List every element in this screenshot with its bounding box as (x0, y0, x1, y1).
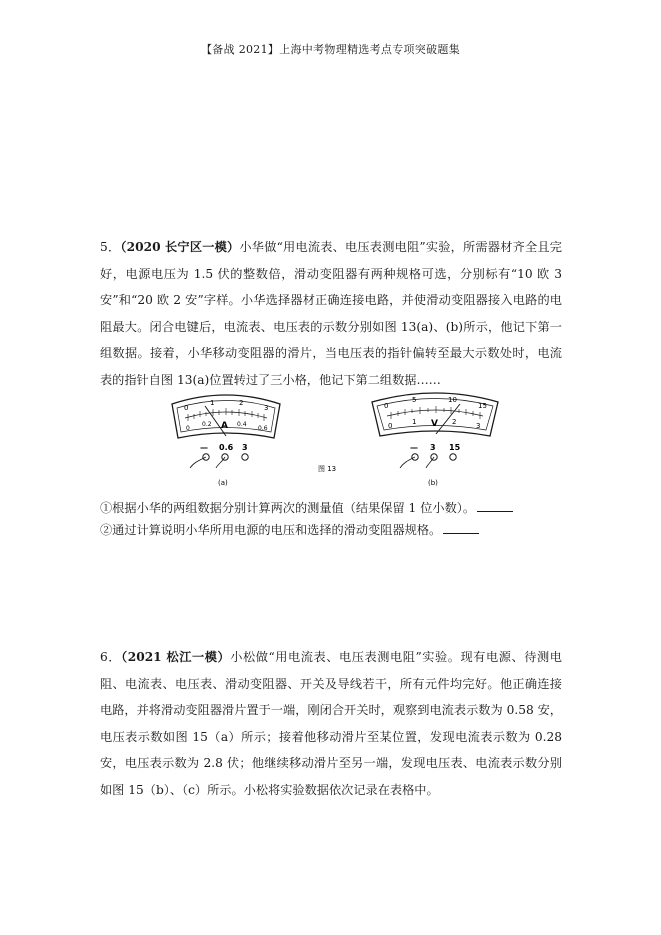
voltmeter-inner-3: 3 (476, 422, 481, 430)
ammeter-terminal-0.6: 0.6 (219, 443, 234, 452)
answer-blank-2[interactable] (443, 521, 479, 534)
ammeter-inner-2: 0.4 (237, 421, 247, 428)
voltmeter-inner-0: 0 (388, 422, 393, 430)
ammeter-inner-0: 0 (186, 425, 190, 432)
ammeter-terminal-3: 3 (242, 443, 248, 452)
ammeter-outer-1: 1 (210, 399, 215, 407)
voltmeter-terminal-3: 3 (430, 443, 436, 452)
ammeter-outer-2: 2 (239, 399, 244, 407)
question-2 (100, 519, 562, 541)
voltmeter-terminal-15: 15 (449, 443, 461, 452)
ammeter-terminals (190, 443, 248, 487)
problem-5-number: 5． (100, 240, 121, 254)
problem-6 (100, 644, 562, 804)
problem-5-questions (100, 497, 562, 541)
voltmeter-outer-5: 5 (412, 396, 417, 404)
question-1-text: ①根据小华的两组数据分别计算两次的测量值（结果保留 1 位小数）。 (100, 501, 476, 515)
problem-5 (100, 234, 562, 394)
page-header: 【备战 2021】上海中考物理精选考点专项突破题集 (201, 43, 460, 56)
problem-5-source: （2020 长宁区一模） (120, 240, 240, 254)
problem-6-source: （2021 松江一模） (121, 650, 231, 664)
ammeter-label: (a) (218, 479, 228, 487)
ammeter-outer-0: 0 (184, 404, 189, 412)
answer-blank-1[interactable] (477, 499, 513, 512)
voltmeter-terminal-neg: — (410, 443, 418, 452)
ammeter-symbol: A (221, 421, 228, 431)
ammeter-inner-3: 0.6 (258, 425, 268, 432)
problem-5-text: 小华做“用电流表、电压表测电阻”实验，所需器材齐全且完好，电源电压为 1.5 伏的整数倍，滑动变阻器有两种规格可选，分别标有“10 欧 3 安”和“20 欧 2 安”字样。小华选择器材正确连接电路，并使滑动变阻器接入电路的电阻最大。闭合电键后，电流表、电压表的示数分别如图 13(a)、(b)所示，他记下第一组数据。接着，小华移动变阻器的滑片，当电压表的指针偏转至最大示数处时，电流表的指针自图 13(a)位置转过了三小格，他记下第二组数据…… (100, 240, 562, 387)
voltmeter-outer-15: 15 (478, 402, 487, 410)
question-1 (100, 497, 562, 519)
meters-diagram (160, 388, 505, 490)
ammeter-inner-1: 0.2 (202, 421, 212, 428)
voltmeter-dial (372, 393, 498, 436)
figure-caption: 图 13 (318, 465, 337, 473)
question-2-text: ②通过计算说明小华所用电源的电压和选择的滑动变阻器规格。 (100, 523, 442, 537)
ammeter-terminal-neg: — (200, 443, 208, 452)
voltmeter-label: (b) (428, 479, 438, 487)
problem-6-number: 6． (100, 650, 122, 664)
ammeter-dial (172, 395, 280, 438)
voltmeter-terminals (400, 443, 461, 487)
voltmeter-inner-2: 2 (452, 418, 457, 426)
voltmeter-symbol: V (431, 419, 438, 429)
problem-6-text: 小松做“用电流表、电压表测电阻”实验。现有电源、待测电阻、电流表、电压表、滑动变阻器、开关及导线若干，所有元件均完好。他正确连接电路，并将滑动变阻器滑片置于一端，刚闭合开关时，观察到电流表示数为 0.58 安，电压表示数如图 15（a）所示；接着他移动滑片至某位置，发现电流表示数为 0.28 安，电压表示数为 2.8 伏；他继续移动滑片至另一端，发现电压表、电流表示数分别如图 15（b）、（c）所示。小松将实验数据依次记录在表格中。 (100, 650, 562, 797)
voltmeter-inner-1: 1 (412, 418, 417, 426)
figure-13 (160, 388, 505, 490)
voltmeter-outer-10: 10 (448, 396, 457, 404)
voltmeter-outer-0: 0 (384, 402, 389, 410)
ammeter-outer-3: 3 (264, 404, 269, 412)
